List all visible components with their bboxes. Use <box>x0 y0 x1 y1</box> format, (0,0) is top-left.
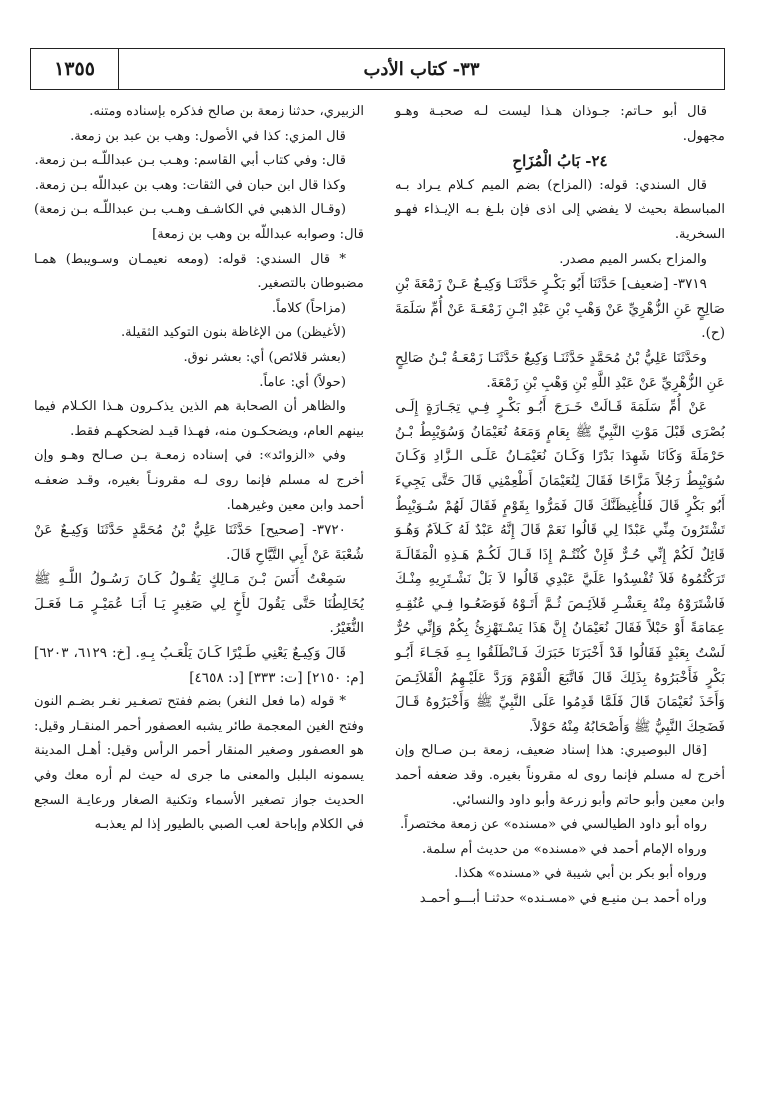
paragraph: ورواه الإمام أحمد في «مسنده» من حديث أم سلمة. <box>421 841 707 857</box>
paragraph: * قوله (ما فعل النغر) بضم ففتح تصغـير نغـر بضـم النون وفتح الغين المعجمة طائر يشبه العصفور أحمر المنقـار وقيل: هو العصفور وصغير المنقار أحمر الرأس وقيل: أهـل المدينة يسمونه البلبل والمعنى ما جرى له حيث لم أره معك وفي الحديث جواز تصغير الأسماء وتكنية الصغار ورعايـة السجع في الكلام وإباحة لعب الصبي بالطيور إذا لم يعذبـه <box>34 694 364 833</box>
paragraph: [قال البوصيري: هذا إسناد ضعيف، زمعة بـن صـالح وإن أخرج له مسلم فإنما روى له مقروناً بغيره. وقد ضعفه أحمد وابن معين وأبو حاتم وأبو زرعة وأبو داود والنسائي. <box>395 743 725 808</box>
paragraph: والمزاح بكسر الميم مصدر. <box>559 251 707 267</box>
hadith-chain: ٣٧١٩- [ضعيف] حَدَّثَنَا أَبُو بَكْـرٍ حَدَّثَنَـا وَكِيـعٌ عَـنْ زَمْعَةَ بْنِ صَالِحٍ عَنِ الزُّهْرِيِّ عَنْ وَهْبِ بْنِ عَبْدِ ابْـنِ زَمْعَـةَ عَنْ أُمِّ سَلَمَةَ (ح). <box>395 276 725 342</box>
paragraph: رواه أبو داود الطيالسي في «مسنده» عن زمعة مختصراً. <box>399 817 707 833</box>
paragraph: ورواه أبو بكر بن أبي شيبة في «مسنده» هكذا. <box>454 866 707 882</box>
hadith-text: عَنْ أُمِّ سَلَمَةَ قَـالَتْ خَـرَجَ أَبُـو بَكْـرٍ فِـي تِجَـارَةٍ إِلَـى بُصْرَى قَبْلَ مَوْتِ النَّبِيِّ ﷺ بِعَامٍ وَمَعَهُ نُعَيْمَانُ وَسُوَيْبِطُ بْـنُ حَرْمَلَةَ وَكَانَا شَهِدَا بَدْرًا وَكَـانَ نُعَيْمَـانُ عَلَـى الـزَّادِ وَكَـانَ سُوَيْبِطُ رَجُلاً مَزَّاحًا فَقَالَ لِنُعَيْمَانَ أَطْعِمْنِي قَالَ حَتَّى يَجِيءَ أَبُو بَكْرٍ قَالَ فَلأُغِيظَنَّكَ قَالَ فَمَرُّوا بِقَوْمٍ فَقَالَ لَهُمْ سُـوَيْبِطٌ تَشْتَرُونَ مِنِّي عَبْدًا لِي قَالُوا نَعَمْ قَالَ إِنَّهُ عَبْدٌ لَهُ كَـلاَمٌ وَهُـوَ قَائِلٌ لَكُمْ إِنِّي حُـرٌّ فَإِنْ كُنْتُـمْ إِذَا قَـالَ لَكُـمْ هَـذِهِ الْمَقَالَـةَ تَرَكْتُمُوهُ فَلاَ تُفْسِدُوا عَلَيَّ عَبْدِي قَالُوا لاَ بَلْ نَشْـتَرِيهِ مِنْـكَ فَاشْتَرَوْهُ مِنْهُ بِعَشْـرِ قَلاَئِـصَ ثُـمَّ أَتَـوْهُ فَوَضَعُـوا فِـي عُنُقِـهِ عِمَامَةً أَوْ حَبْلاً فَقَالَ نُعَيْمَانُ إِنَّ هَذَا يَسْـتَهْزِئُ بِكُمْ وَإِنِّي حُرٌّ لَسْتُ بِعَبْدٍ فَقَالُوا قَدْ أَخْبَرَنَا خَبَرَكَ فَـانْطَلَقُوا بِـهِ فَجَـاءَ أَبُـو بَكْرٍ فَأَخْبَرُوهُ بِذَلِكَ قَالَ فَاتَّبَعَ الْقَوْمَ وَرَدَّ عَلَيْـهِمُ الْقَلاَئِـصَ وَأَخَذَ نُعَيْمَانَ قَالَ فَلَمَّا قَدِمُوا عَلَى النَّبِيِّ ﷺ وَأَخْبَرُوهُ قَـالَ فَضَحِكَ النَّبِيُّ ﷺ وَأَصْحَابُهُ مِنْهُ حَوْلاً. <box>395 399 725 735</box>
paragraph: (مزاحاً) كلاماً. <box>271 300 346 316</box>
paragraph: قال السندي: قوله: (المزاح) بضم الميم كـلام يـراد بـه المباسطة بحيث لا يفضي إلى اذى فإن بلـغ بـه الإيـذاء فهـو السخرية. <box>395 177 725 242</box>
paragraph: * قال السندي: قوله: (ومعه نعيمـان وسـويبط) همـا مضبوطان بالتصغير. <box>34 251 364 292</box>
paragraph: (وقـال الذهبي في الكاشـف وهـب بـن عبداللّـه بـن زمعة) قال: وصوابه عبداللّه بن وهب بن زمعة] <box>34 202 364 242</box>
paragraph: وفي «الزوائد»: في إسناده زمعـة بـن صـالح وهـو وإن أخرج له مسلم فإنما روى لـه مقرونـاً بغيره، وقـد ضعفـه أحمد وابن معين وغيرهما. <box>34 448 364 513</box>
hadith-chain: وحَدَّثَنَا عَلِيُّ بْنُ مُحَمَّدٍ حَدَّثَنَـا وَكِيعٌ حَدَّثَنَـا زَمْعَـةُ بْـنُ صَالِحٍ عَنِ الزُّهْرِيِّ عَنْ عَبْدِ اللَّهِ بْنِ وَهْبِ بْنِ زَمْعَةَ. <box>395 349 725 391</box>
paragraph: (بعشر قلائص) أي: بعشر نوق. <box>183 349 346 365</box>
paragraph: قال أبو حـاتم: جـوذان هـذا ليست لـه صحبـة وهـو مجهول. <box>395 104 725 144</box>
paragraph: وكذا قال ابن حبان في الثقات: وهب بن عبداللّه بـن زمعة. <box>34 177 346 193</box>
paragraph: والظاهر أن الصحابة هم الذين يذكـرون هـذا الكـلام فيما بينهم العام، ويضحكـون منه، فهـذا قيـد لضحكهـم فقط. <box>34 399 364 439</box>
page-header <box>30 48 725 90</box>
paragraph: (لأغيظن) من الإغاظة بنون التوكيد الثقيلة. <box>120 325 346 341</box>
paragraph: الزبيري، حدثنا زمعة بن صالح فذكره بإسناده ومتنه. <box>89 104 364 119</box>
paragraph: قال المزي: كذا في الأصول: وهب بن عبد بن زمعة. <box>70 128 346 144</box>
hadith-text: سَمِعْتُ أَنَسَ بْـنَ مَـالِكٍ يَقُـولُ كَـانَ رَسُـولُ اللَّـهِ ﷺ يُخَالِطُنَا حَتَّى يَقُولَ لأَخٍ لِي صَغِيرٍ يَـا أَبَـا عُمَيْـرٍ مَـا فَعَـلَ النُّغَيْرُ. <box>34 571 364 637</box>
chapter-heading: ٢٤- بَابُ الْمُزَاحِ <box>512 152 608 171</box>
paragraph: وراه أحمد بـن منيـع في «مسـنده» حدثنـا أبـــو أحمـد <box>419 891 707 906</box>
book-title: ٣٣- كتاب الأدب <box>363 58 480 80</box>
left-column <box>34 100 364 838</box>
hadith-chain: ٣٧٢٠- [صحيح] حَدَّثَنَا عَلِيُّ بْنُ مُحَمَّدٍ حَدَّثَنَا وَكِيـعٌ عَنْ شُعْبَةَ عَنْ أَبِي التَّيَّاحِ قَالَ. <box>34 522 364 563</box>
paragraph: قال: وفي كتاب أبي القاسم: وهـب بـن عبداللّـه بـن زمعة. <box>34 153 346 169</box>
paragraph: (حولاً) أي: عاماً. <box>259 374 346 390</box>
page-number: ١٣٥٥ <box>31 49 119 89</box>
right-column <box>395 100 725 912</box>
hadith-text: قَالَ وَكِيـعٌ يَعْنِي طَـيْرًا كَـانَ يَلْعَـبُ بِـهِ. [خ: ٦١٢٩، ٦٢٠٣] [م: ٢١٥٠] [ت: ٣٣٣] [د: ٤٦٥٨] <box>34 645 364 686</box>
